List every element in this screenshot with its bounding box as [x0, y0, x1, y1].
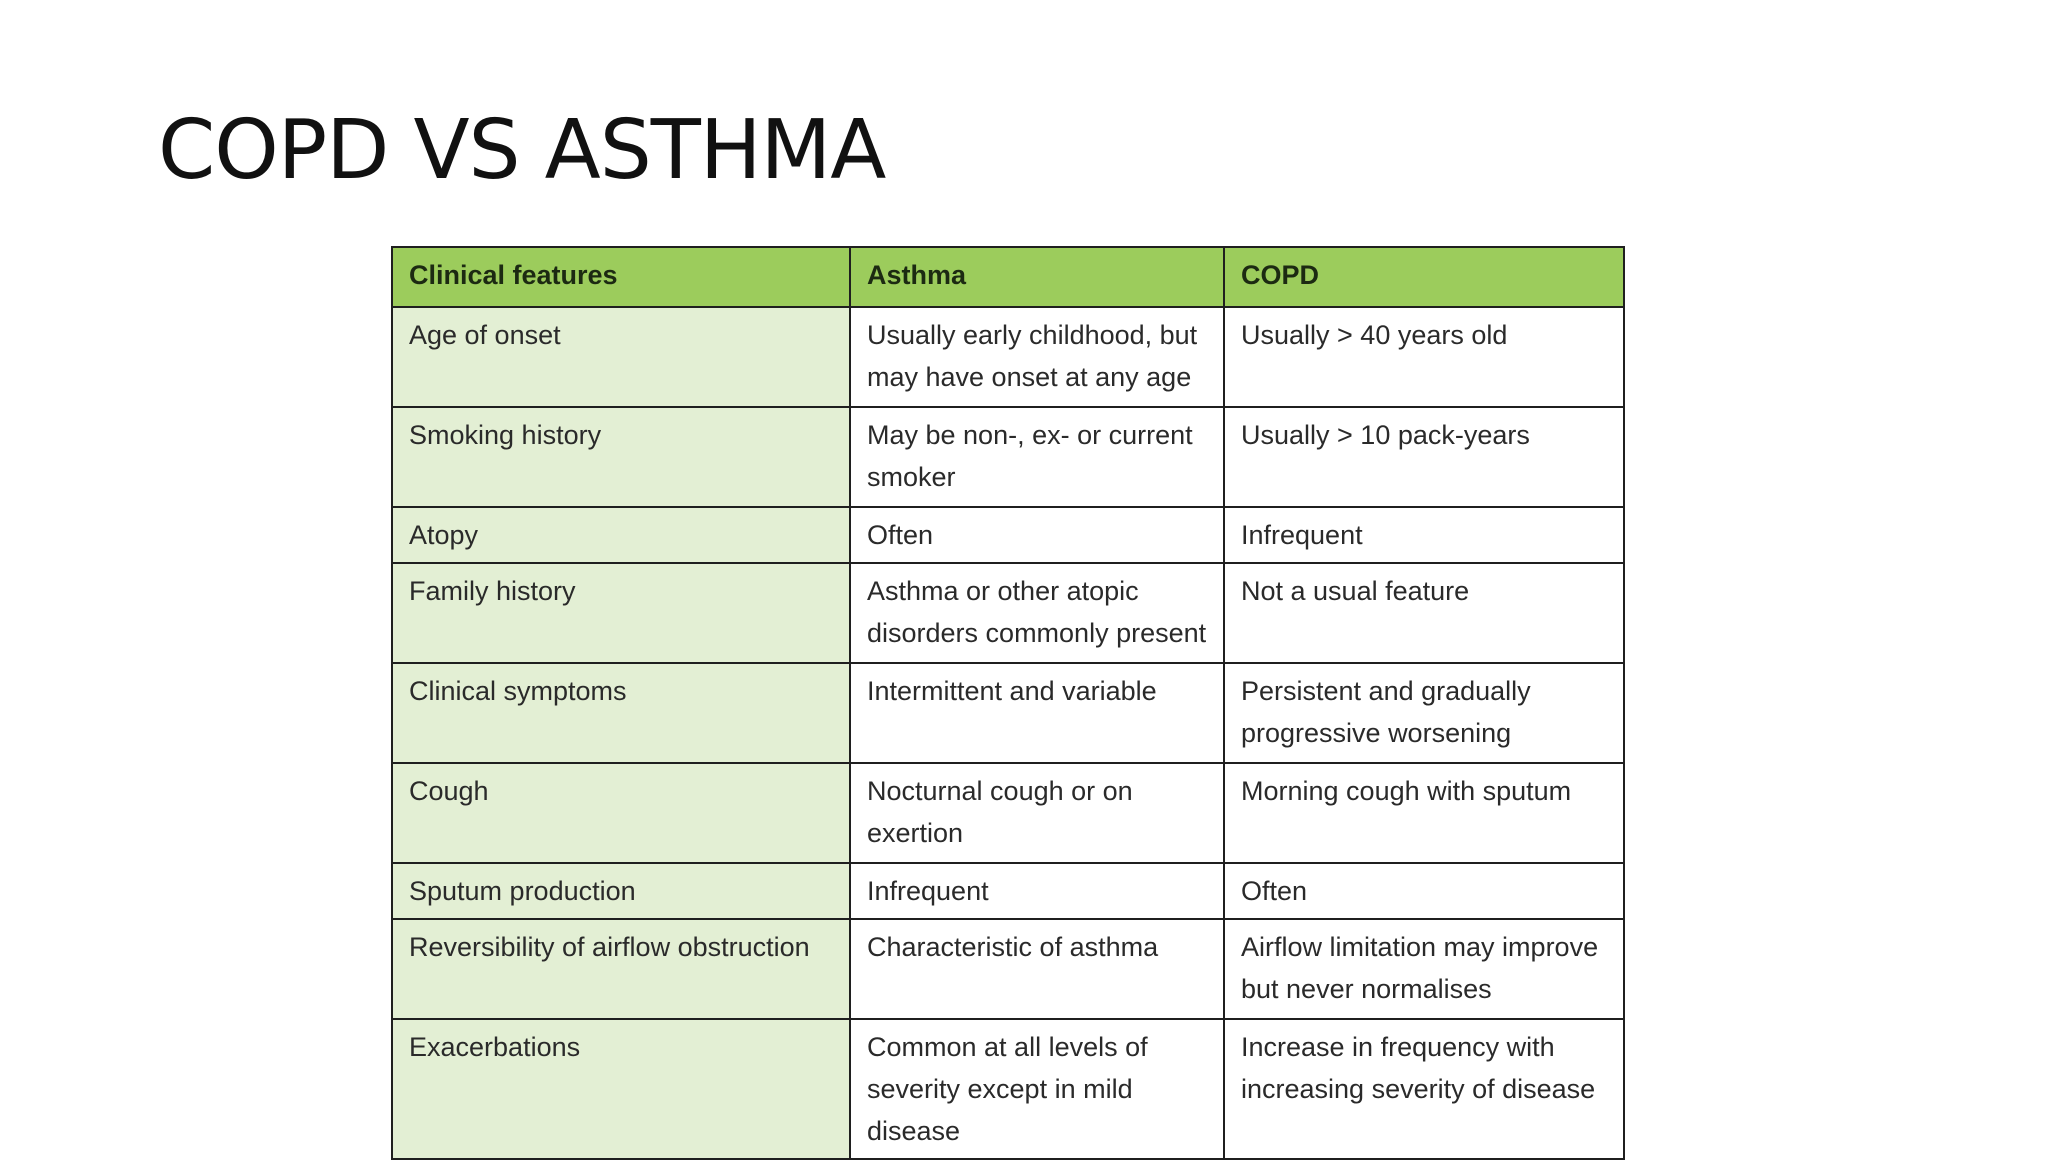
asthma-cell: Usually early childhood, but may have onset at any age	[850, 307, 1224, 407]
table-row	[392, 763, 1624, 863]
feature-cell: Exacerbations	[392, 1019, 850, 1159]
copd-cell: Not a usual feature	[1224, 563, 1624, 663]
copd-cell: Morning cough with sputum	[1224, 763, 1624, 863]
table-row	[392, 407, 1624, 507]
copd-cell: Often	[1224, 863, 1624, 919]
feature-cell: Clinical symptoms	[392, 663, 850, 763]
copd-cell: Infrequent	[1224, 507, 1624, 563]
asthma-cell: Nocturnal cough or on exertion	[850, 763, 1224, 863]
table-row	[392, 1019, 1624, 1159]
asthma-cell: May be non-, ex- or current smoker	[850, 407, 1224, 507]
asthma-cell: Asthma or other atopic disorders commonly present	[850, 563, 1224, 663]
header-copd: COPD	[1224, 247, 1624, 307]
table-row	[392, 507, 1624, 563]
comparison-table	[391, 246, 1625, 1160]
header-asthma: Asthma	[850, 247, 1224, 307]
table-row	[392, 307, 1624, 407]
copd-cell: Increase in frequency with increasing severity of disease	[1224, 1019, 1624, 1159]
table-row	[392, 919, 1624, 1019]
asthma-cell: Common at all levels of severity except in mild disease	[850, 1019, 1224, 1159]
asthma-cell: Characteristic of asthma	[850, 919, 1224, 1019]
table-row	[392, 663, 1624, 763]
table-row	[392, 563, 1624, 663]
slide-title: COPD VS ASTHMA	[158, 103, 886, 198]
asthma-cell: Intermittent and variable	[850, 663, 1224, 763]
feature-cell: Smoking history	[392, 407, 850, 507]
copd-cell: Airflow limitation may improve but never normalises	[1224, 919, 1624, 1019]
table-header-row	[392, 247, 1624, 307]
copd-cell: Usually > 10 pack-years	[1224, 407, 1624, 507]
copd-cell: Usually > 40 years old	[1224, 307, 1624, 407]
feature-cell: Cough	[392, 763, 850, 863]
copd-cell: Persistent and gradually progressive worsening	[1224, 663, 1624, 763]
asthma-cell: Often	[850, 507, 1224, 563]
feature-cell: Family history	[392, 563, 850, 663]
asthma-cell: Infrequent	[850, 863, 1224, 919]
header-clinical-features: Clinical features	[392, 247, 850, 307]
feature-cell: Reversibility of airflow obstruction	[392, 919, 850, 1019]
feature-cell: Age of onset	[392, 307, 850, 407]
feature-cell: Atopy	[392, 507, 850, 563]
comparison-table-container	[391, 246, 1625, 1160]
table-row	[392, 863, 1624, 919]
feature-cell: Sputum production	[392, 863, 850, 919]
